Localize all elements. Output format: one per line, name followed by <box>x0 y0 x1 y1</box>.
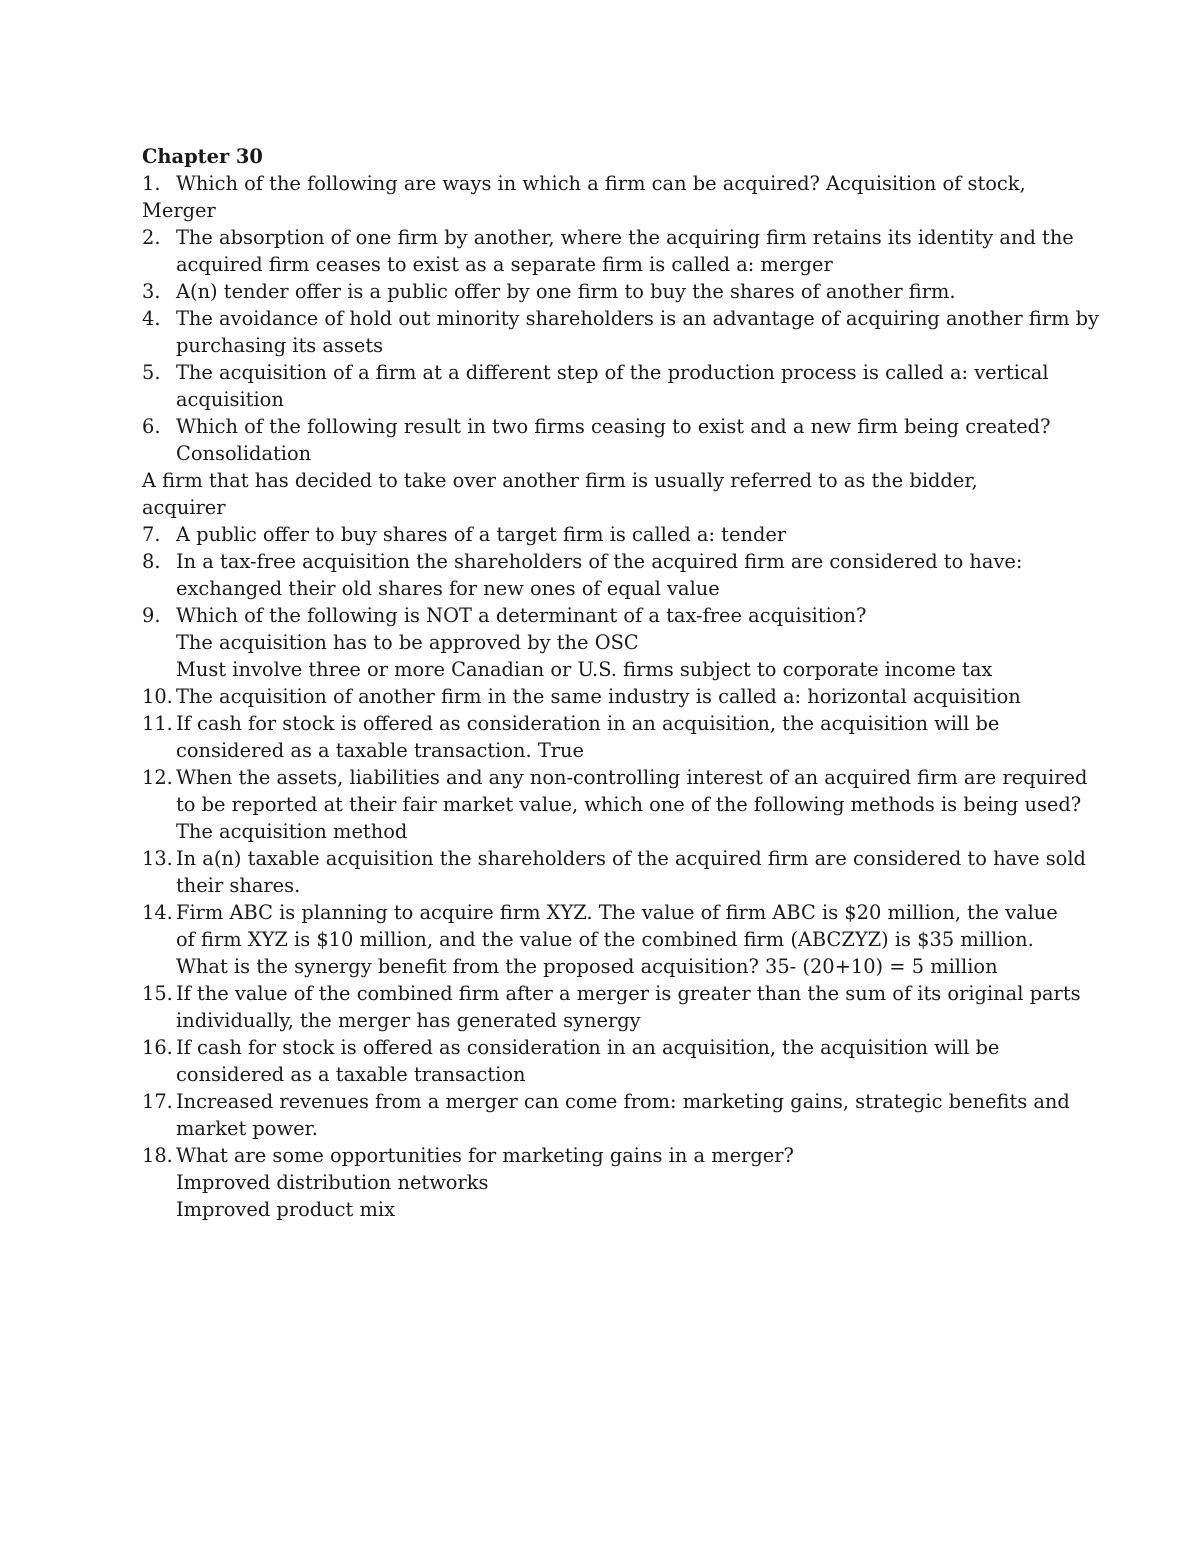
list-item-text: Increased revenues from a merger can come from: marketing gains, strategic benefits and <box>176 1090 1070 1113</box>
list-item-number: 16. <box>142 1036 173 1059</box>
list-item-text: If cash for stock is offered as consideration in an acquisition, the acquisition will be <box>176 712 1000 735</box>
list-item-text: Which of the following are ways in which a firm can be acquired? Acquisition of stock, <box>176 172 1026 195</box>
list-item-number: 9. <box>142 604 161 627</box>
list-item-number: 14. <box>142 901 173 924</box>
list-item-text: The absorption of one firm by another, where the acquiring firm retains its identity and the <box>176 226 1074 249</box>
list-item-text: The avoidance of hold out minority shareholders is an advantage of acquiring another firm by <box>176 307 1100 330</box>
list-item-continuation: Improved distribution networks <box>176 1171 489 1194</box>
list-item <box>142 305 1100 332</box>
list-item-continuation: acquired firm ceases to exist as a separate firm is called a: merger <box>176 253 833 276</box>
paragraph-line: acquirer <box>142 496 226 519</box>
list-item-continuation: Improved product mix <box>176 1198 396 1221</box>
list-item <box>142 845 1086 872</box>
list-item-continuation: their shares. <box>176 874 301 897</box>
list-item <box>142 548 1082 575</box>
list-item-number: 7. <box>142 523 161 546</box>
list-item-number: 10. <box>142 685 173 708</box>
list-item-number: 11. <box>142 712 173 735</box>
list-item-text: In a tax-free acquisition the shareholders of the acquired firm are considered to have: <box>176 550 1023 573</box>
list-item <box>142 1142 1082 1169</box>
list-item <box>142 521 1082 548</box>
list-item-continuation: of firm XYZ is $10 million, and the value of the combined firm (ABCZYZ) is $35 million. <box>176 928 1034 951</box>
list-item-continuation: Consolidation <box>176 442 312 465</box>
list-item-continuation: considered as a taxable transaction. True <box>176 739 585 762</box>
list-item-continuation: individually, the merger has generated synergy <box>176 1009 641 1032</box>
list-item-number: 4. <box>142 307 161 330</box>
list-item-continuation: considered as a taxable transaction <box>176 1063 526 1086</box>
list-item-number: 6. <box>142 415 161 438</box>
list-item-text: What are some opportunities for marketing gains in a merger? <box>176 1144 794 1167</box>
list-item-text: Firm ABC is planning to acquire firm XYZ. The value of firm ABC is $20 million, the value <box>176 901 1058 924</box>
list-item-continuation: acquisition <box>176 388 284 411</box>
list-item-number: 2. <box>142 226 161 249</box>
list-item <box>142 1088 1082 1115</box>
list-item <box>142 683 1082 710</box>
list-item-number: 1. <box>142 172 161 195</box>
list-item-number: 13. <box>142 847 173 870</box>
list-item-continuation: purchasing its assets <box>176 334 384 357</box>
list-item-number: 12. <box>142 766 173 789</box>
list-item <box>142 1034 1082 1061</box>
list-item <box>142 224 1082 251</box>
list-item-text: A(n) tender offer is a public offer by one firm to buy the shares of another firm. <box>176 280 956 303</box>
list-item <box>142 359 1082 386</box>
list-item-text: A public offer to buy shares of a target firm is called a: tender <box>176 523 787 546</box>
document-page <box>142 143 1100 1223</box>
list-item-text: When the assets, liabilities and any non-controlling interest of an acquired firm are required <box>176 766 1088 789</box>
list-item <box>142 764 1088 791</box>
list-item-number: 8. <box>142 550 161 573</box>
list-item-number: 5. <box>142 361 161 384</box>
list-item-continuation: exchanged their old shares for new ones of equal value <box>176 577 720 600</box>
list-item-text: If cash for stock is offered as consideration in an acquisition, the acquisition will be <box>176 1036 1000 1059</box>
list-item-number: 15. <box>142 982 173 1005</box>
list-item <box>142 980 1082 1007</box>
list-item-text: If the value of the combined firm after a merger is greater than the sum of its original parts <box>176 982 1081 1005</box>
list-item <box>142 170 1082 197</box>
list-item <box>142 710 1082 737</box>
list-item-text: Which of the following result in two firms ceasing to exist and a new firm being created? <box>176 415 1051 438</box>
list-item-number: 18. <box>142 1144 173 1167</box>
list-item-continuation: What is the synergy benefit from the proposed acquisition? 35- (20+10) = 5 million <box>176 955 998 978</box>
list-item-text: Which of the following is NOT a determinant of a tax-free acquisition? <box>176 604 867 627</box>
list-item <box>142 602 1082 629</box>
list-item-text: The acquisition of a firm at a different step of the production process is called a: vertical <box>176 361 1049 384</box>
list-item-text: In a(n) taxable acquisition the shareholders of the acquired firm are considered to have sold <box>176 847 1086 870</box>
list-item-continuation: market power. <box>176 1117 318 1140</box>
list-item-continuation: The acquisition method <box>176 820 408 843</box>
list-item-number: 17. <box>142 1090 173 1113</box>
paragraph-line: A firm that has decided to take over another firm is usually referred to as the bidder, <box>142 469 978 492</box>
list-item-continuation: Must involve three or more Canadian or U.S. firms subject to corporate income tax <box>176 658 993 681</box>
list-item <box>142 278 1082 305</box>
list-item <box>142 899 1082 926</box>
list-item-text: The acquisition of another firm in the same industry is called a: horizontal acquisition <box>176 685 1021 708</box>
chapter-title: Chapter 30 <box>142 145 263 168</box>
list-item <box>142 413 1082 440</box>
paragraph-line: Merger <box>142 199 216 222</box>
list-item-number: 3. <box>142 280 161 303</box>
list-item-continuation: to be reported at their fair market value, which one of the following methods is being used? <box>176 793 1082 816</box>
list-item-continuation: The acquisition has to be approved by the OSC <box>176 631 639 654</box>
